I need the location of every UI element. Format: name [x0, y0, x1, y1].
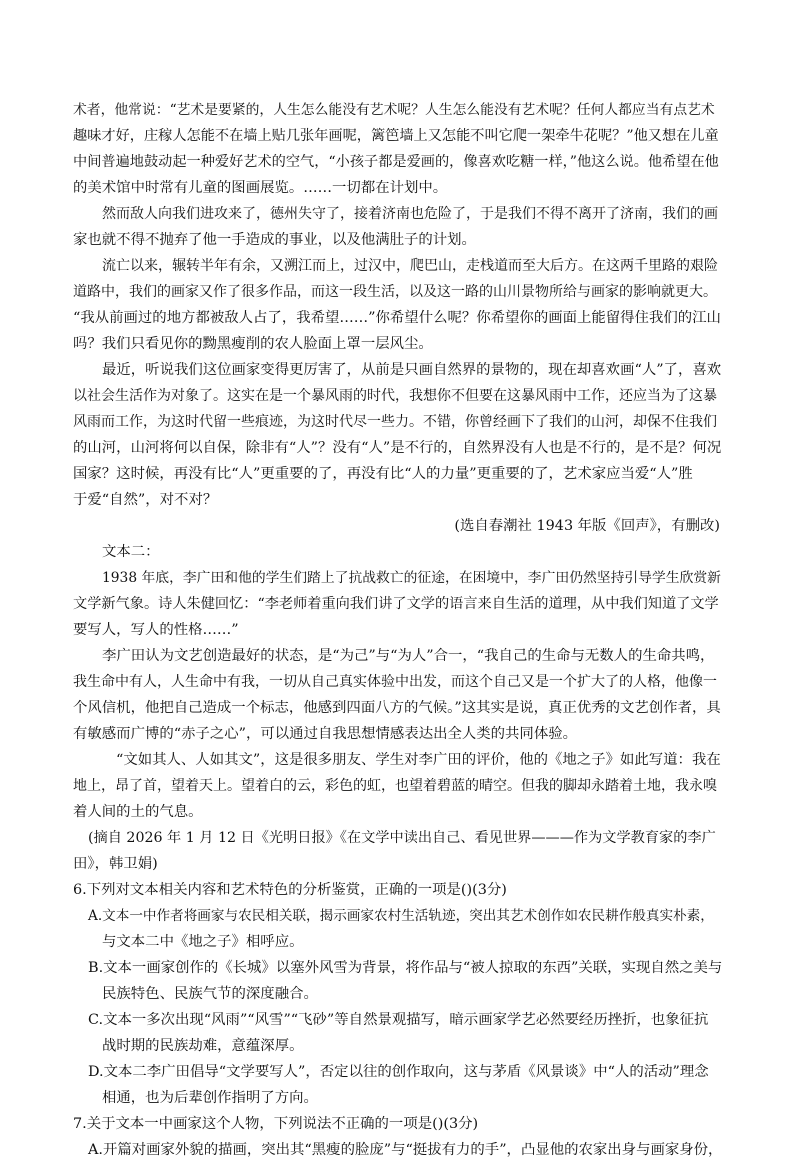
text1-line-15: 国家？这时候，再没有比“人”更重要的了，再没有比“人的力量”更重要的了，艺术家应当爱“人”胜	[73, 466, 693, 482]
q7-option-a-line1: A.开篇对画家外貌的描画，突出其“黑瘦的脸庞”与“挺拔有力的手”，凸显他的农家出身与画家身份，	[88, 1142, 723, 1158]
text2-heading: 文本二：	[102, 544, 160, 560]
question-6-stem: 6.下列对文本相关内容和艺术特色的分析鉴赏，正确的一项是()(3分)	[73, 882, 507, 898]
text1-line-8: 道路中，我们的画家又作了很多作品，而这一段生活，以及这一路的山川景物所给与画家的影响就更大。	[73, 284, 717, 300]
q6-option-c-line1: C.文本一多次出现“风雨”“风雪”“飞砂”等自然景观描写，暗示画家学艺必然要经历挫折，也象征抗	[88, 1012, 709, 1028]
q6-option-d-line2: 相通，也为后辈创作指明了方向。	[102, 1090, 318, 1106]
text1-line-11: 最近，听说我们这位画家变得更厉害了，从前是只画自然界的景物的，现在却喜欢画“人”了，喜欢	[102, 362, 722, 378]
text2-line-1: 1938 年底，李广田和他的学生们踏上了抗战救亡的征途，在困境中，李广田仍然坚持引导学生欣赏新	[102, 570, 721, 586]
text2-line-10: 着人间的土的气息。	[73, 804, 203, 820]
text2-line-4: 李广田认为文艺创造最好的状态，是“为己”与“为人”合一，“我自己的生命与无数人的生命共鸣，	[102, 648, 715, 664]
text1-line-9: “我从前画过的地方都被敌人占了，我希望……”你希望什么呢？你希望你的画面上能留得住我们的江山	[73, 310, 721, 326]
text1-source: (选自春潮社 1943 年版《回声》，有删改)	[454, 518, 720, 534]
text1-line-10: 吗？我们只看见你的黝黑瘦削的农人脸面上罩一层风尘。	[73, 336, 433, 352]
text1-line-6: 家也就不得不抛弃了他一手造成的事业，以及他满肚子的计划。	[73, 232, 476, 248]
text2-citation-2: 田》，韩卫娟)	[73, 856, 158, 872]
question-7-stem: 7.关于文本一中画家这个人物，下列说法不正确的一项是()(3分)	[73, 1116, 479, 1132]
text1-line-4: 的美术馆中时常有儿童的图画展览。……一切都在计划中。	[73, 180, 448, 196]
text1-line-1: 术者，他常说：“艺术是要紧的，人生怎么能没有艺术呢？人生怎么能没有艺术呢？任何人都应当有点艺术	[73, 102, 715, 118]
text2-line-9: 地上，昂了首，望着天上。望着白的云，彩色的虹，也望着碧蓝的晴空。但我的脚却永踏着土地，我永嗅	[73, 778, 717, 794]
text1-line-5: 然而敌人向我们进攻来了，德州失守了，接着济南也危险了，于是我们不得不离开了济南，我们的画	[102, 206, 718, 222]
q6-option-c-line2: 战时期的民族劫难，意蕴深厚。	[102, 1038, 304, 1054]
text1-line-16: 于爱“自然”，对不对？	[73, 492, 218, 508]
text1-line-13: 风雨而工作，为这时代留一些痕迹，为这时代尽一些力。不错，你曾经画下了我们的山河，却保不住我们	[73, 414, 717, 430]
text2-line-3: 要写人，写人的性格……”	[73, 622, 239, 638]
text1-line-7: 流亡以来，辗转半年有余，又溯江而上，过汉中，爬巴山，走栈道而至大后方。在这两千里路的艰险	[102, 258, 718, 274]
text2-line-7: 有敏感而广博的“赤子之心”，可以通过自我思想情感表达出全人类的共同体验。	[73, 726, 577, 742]
text2-line-2: 文学新气象。诗人朱健回忆：“李老师着重向我们讲了文学的语言来自生活的道理，从中我们知道了文学	[73, 596, 719, 612]
q6-option-d-line1: D.文本二李广田倡导“文学要写人”，否定以往的创作取向，这与茅盾《风景谈》中“人的活动”理念	[88, 1064, 709, 1080]
text1-line-12: 以社会生活作为对象了。这实在是一个暴风雨的时代，我想你不但要在这暴风雨中工作，还应当为了这暴	[73, 388, 717, 404]
text1-line-3: 中间普遍地鼓动起一种爱好艺术的空气，“小孩子都是爱画的，像喜欢吃糖一样，”他这么说。他希望在他	[73, 154, 719, 170]
text2-citation-1: (摘自 2026 年 1 月 12 日《光明日报》《在文学中读出自己、看见世界———作为文学教育家的李广	[88, 830, 716, 846]
q6-option-b-line1: B.文本一画家创作的《长城》以塞外风雪为背景，将作品与“被人掠取的东西”关联，实现自然之美与	[88, 960, 723, 976]
q6-option-a-line1: A.文本一中作者将画家与农民相关联，揭示画家农村生活轨迹，突出其艺术创作如农民耕作般真实朴素，	[88, 908, 714, 924]
text1-line-14: 的山河，山河将何以自保，除非有“人”？没有“人”是不行的，自然界没有人也是不行的，是不是？何况	[73, 440, 722, 456]
q6-option-a-line2: 与文本二中《地之子》相呼应。	[102, 934, 304, 950]
text2-line-8: “文如其人、人如其文”，这是很多朋友、学生对李广田的评价，他的《地之子》如此写道：我在	[116, 752, 721, 768]
text1-line-2: 趣味才好，庄稼人怎能不在墙上贴几张年画呢，篱笆墙上又怎能不叫它爬一架牵牛花呢？”他又想在儿童	[73, 128, 719, 144]
text2-line-6: 个风信机，他把自己造成一个标志，他感到四面八方的气候。”这其实是说，真正优秀的文艺创作者，具	[73, 700, 721, 716]
text2-line-5: 我生命中有人，人生命中有我，一切从自己真实体验中出发，而这个自己又是一个扩大了的人格，他像一	[73, 674, 717, 690]
q6-option-b-line2: 民族特色、民族气节的深度融合。	[102, 986, 318, 1002]
